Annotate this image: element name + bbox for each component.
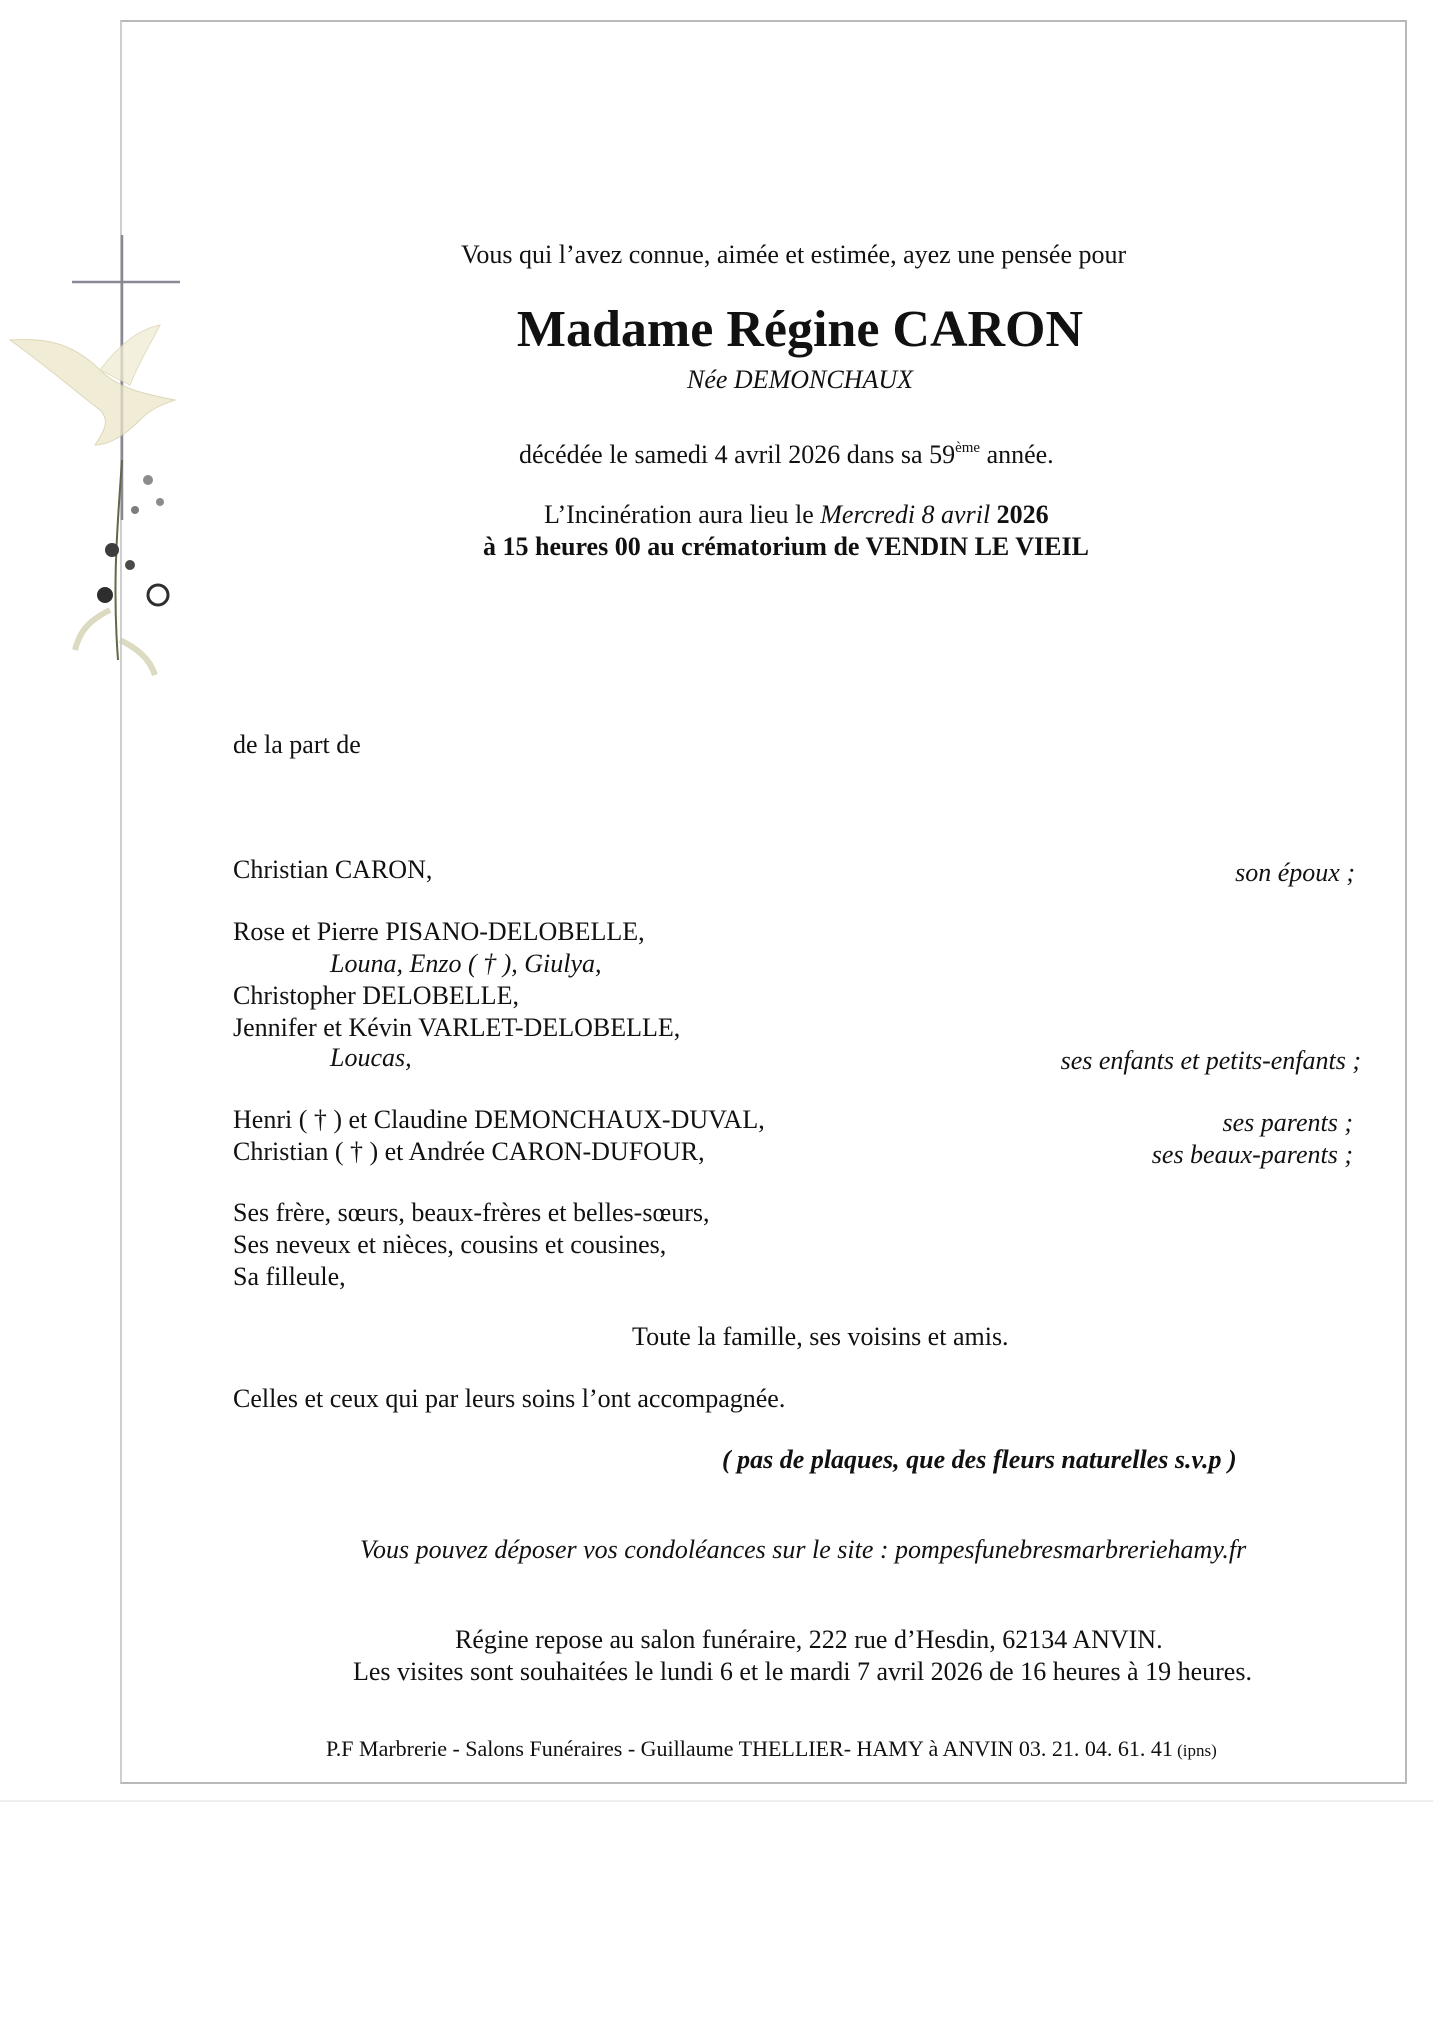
intro-line: Vous qui l’avez connue, aimée et estimée, ayez une pensée pour xyxy=(461,240,1127,269)
family-line-11: Sa filleule, xyxy=(233,1262,346,1291)
relation-in-laws: ses beaux-parents ; xyxy=(1151,1140,1353,1169)
maiden-name: Née DEMONCHAUX xyxy=(686,365,913,394)
visits-line: Les visites sont souhaitées le lundi 6 et le mardi 7 avril 2026 de 16 heures à 19 heures. xyxy=(353,1657,1252,1686)
funeral-home-info: P.F Marbrerie - Salons Funéraires - Guillaume THELLIER- HAMY à ANVIN 03. 21. 04. 61. 41 xyxy=(326,1736,1173,1761)
family-line-5: Jennifer et Kévin VARLET-DELOBELLE, xyxy=(233,1013,681,1042)
family-line-4: Christopher DELOBELLE, xyxy=(233,981,519,1010)
all-family-line: Toute la famille, ses voisins et amis. xyxy=(632,1322,1009,1351)
caregivers-line: Celles et ceux qui par leurs soins l’ont accompagnée. xyxy=(233,1384,786,1413)
family-line-9: Ses frère, sœurs, beaux-frères et belles-sœurs, xyxy=(233,1198,710,1227)
family-line-10: Ses neveux et nièces, cousins et cousines, xyxy=(233,1230,667,1259)
notice-frame xyxy=(120,20,1407,1784)
page-edge-line xyxy=(0,1800,1433,1802)
from-label: de la part de xyxy=(233,730,361,759)
cremation-prefix: L’Incinération aura lieu le xyxy=(544,500,821,529)
footer-line xyxy=(326,1736,1217,1762)
flowers-note: ( pas de plaques, que des fleurs naturelles s.v.p ) xyxy=(722,1445,1237,1474)
condolences-line: Vous pouvez déposer vos condoléances sur le site : pompesfunebresmarbreriehamy.fr xyxy=(360,1535,1247,1564)
rest-place-line: Régine repose au salon funéraire, 222 rue d’Hesdin, 62134 ANVIN. xyxy=(455,1625,1163,1654)
relation-spouse: son époux ; xyxy=(1235,858,1355,887)
family-line-7: Henri ( † ) et Claudine DEMONCHAUX-DUVAL, xyxy=(233,1105,765,1134)
cremation-time-place: à 15 heures 00 au crématorium de VENDIN LE VIEIL xyxy=(483,532,1089,561)
family-line-2: Rose et Pierre PISANO-DELOBELLE, xyxy=(233,917,645,946)
death-text: décédée le samedi 4 avril 2026 dans sa 59 xyxy=(519,440,956,469)
death-line xyxy=(519,440,1054,470)
family-line-3: Louna, Enzo ( † ), Giulya, xyxy=(330,949,602,978)
deceased-name: Madame Régine CARON xyxy=(516,301,1084,358)
relation-parents: ses parents ; xyxy=(1222,1108,1353,1137)
cremation-line xyxy=(544,500,1049,530)
family-line-6: Loucas, xyxy=(330,1043,412,1072)
relation-children: ses enfants et petits-enfants ; xyxy=(1060,1046,1361,1075)
death-superscript: ème xyxy=(955,440,981,456)
cremation-year: 2026 xyxy=(990,500,1049,529)
death-text-end: année. xyxy=(980,440,1054,469)
dove-icon xyxy=(10,325,175,445)
family-line-1: Christian CARON, xyxy=(233,855,433,884)
cross-dove-flower-decoration xyxy=(0,220,200,690)
footer-suffix: (ipns) xyxy=(1172,1741,1217,1760)
cremation-day: Mercredi 8 avril xyxy=(820,500,991,529)
family-line-8: Christian ( † ) et Andrée CARON-DUFOUR, xyxy=(233,1137,705,1166)
